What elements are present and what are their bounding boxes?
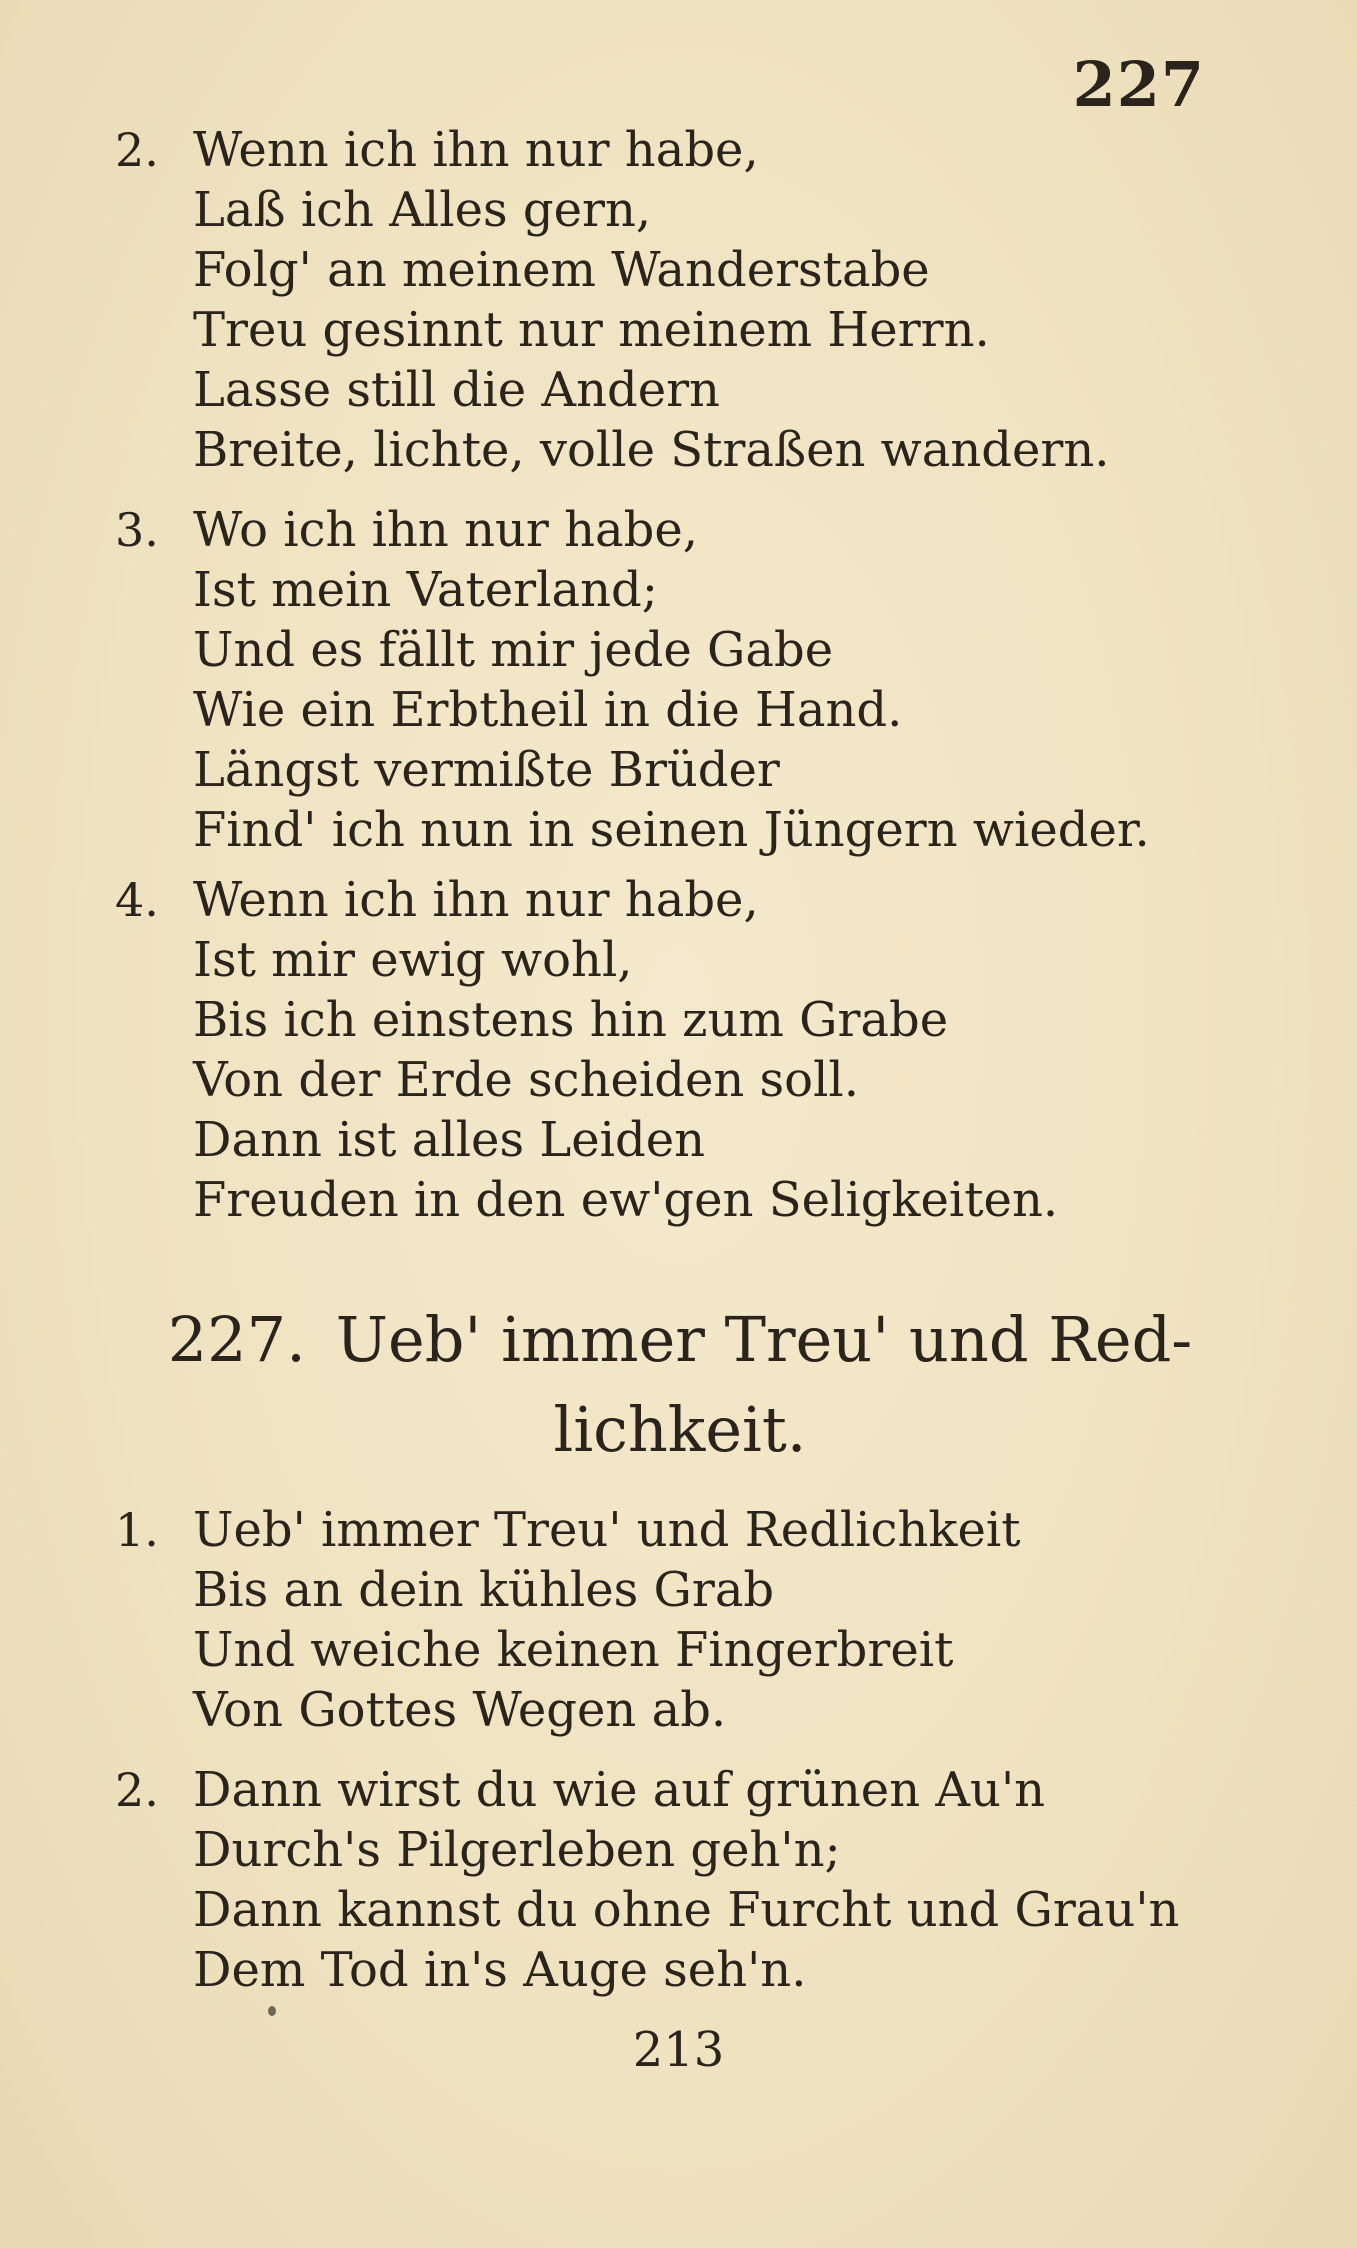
hymn-title-line-2: lichkeit.: [553, 1393, 807, 1466]
verse-line: Dann wirst du wie auf grünen Au'n: [193, 1762, 1046, 1818]
verse-line: Ist mein Vaterland;: [193, 562, 658, 618]
hymn-title-line-1: [160, 1295, 1200, 1385]
verse-line: Bis ich einstens hin zum Grabe: [193, 992, 949, 1048]
verse-line: Längst vermißte Brüder: [193, 742, 780, 798]
stanza-lines: [193, 870, 1058, 1230]
stanza-number: 1.: [115, 1503, 159, 1557]
verse-line: Ist mir ewig wohl,: [193, 932, 633, 988]
verse-line: Lasse still die Andern: [193, 362, 720, 418]
verse-line: Wo ich ihn nur habe,: [193, 502, 699, 558]
stanza-number: 4.: [115, 873, 159, 927]
hymn-title: [160, 1295, 1200, 1475]
stanza-lines: [193, 1500, 1020, 1740]
verse-line: Und es fällt mir jede Gabe: [193, 622, 834, 678]
verse-line: Folg' an meinem Wanderstabe: [193, 242, 930, 298]
verse-line: Dann kannst du ohne Furcht und Grau'n: [193, 1882, 1180, 1938]
verse-line: Von der Erde scheiden soll.: [193, 1052, 860, 1108]
stanza-number: 2.: [115, 1763, 159, 1817]
verse-line: Dem Tod in's Auge seh'n.: [193, 1942, 807, 1998]
hymn-title-text-1: Ueb' immer Treu' und Red-: [335, 1303, 1193, 1376]
stanza-lines: [193, 500, 1150, 860]
stanza-lines: [193, 1760, 1179, 2000]
stanza-lines: [193, 120, 1110, 480]
verse-line: Find' ich nun in seinen Jüngern wieder.: [193, 802, 1150, 858]
hymn-number: 227.: [167, 1303, 306, 1376]
verse-line: Treu gesinnt nur meinem Herrn.: [193, 302, 990, 358]
verse-line: Wie ein Erbtheil in die Hand.: [193, 682, 903, 738]
verse-line: Wenn ich ihn nur habe,: [193, 872, 759, 928]
verse-line: Freuden in den ew'gen Seligkeiten.: [193, 1172, 1059, 1228]
page-number: 213: [632, 2022, 725, 2078]
verse-line: Ueb' immer Treu' und Redlichkeit: [193, 1502, 1021, 1558]
verse-line: Laß ich Alles gern,: [193, 182, 652, 238]
verse-line: Und weiche keinen Fingerbreit: [193, 1622, 954, 1678]
ink-speck: [268, 2006, 276, 2016]
verse-line: Breite, lichte, volle Straßen wandern.: [193, 422, 1110, 478]
verse-line: Bis an dein kühles Grab: [193, 1562, 775, 1618]
stanza-number: 2.: [115, 123, 159, 177]
verse-line: Von Gottes Wegen ab.: [193, 1682, 727, 1738]
stanza-number: 3.: [115, 503, 159, 557]
verse-line: Durch's Pilgerleben geh'n;: [193, 1822, 841, 1878]
running-head-hymn-number: 227: [1072, 48, 1205, 121]
verse-line: Dann ist alles Leiden: [193, 1112, 706, 1168]
verse-line: Wenn ich ihn nur habe,: [193, 122, 759, 178]
